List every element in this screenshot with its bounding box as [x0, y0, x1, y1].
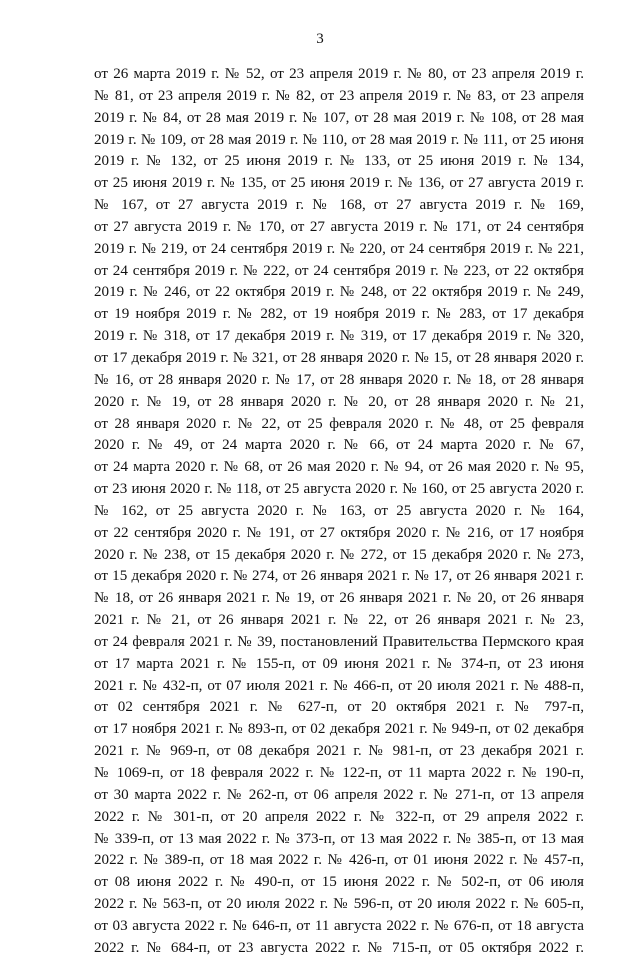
- text-line: от 26 марта 2019 г. № 52, от 23 апреля 2019 г. № 80, от 23 апреля 2019 г.: [94, 66, 584, 82]
- text-line: № 18, от 26 января 2021 г. № 19, от 26 января 2021 г. № 20, от 26 января: [94, 590, 584, 607]
- text-line: от 24 сентября 2019 г. № 222, от 24 сентября 2019 г. № 223, от 22 октября: [94, 262, 584, 279]
- text-line: 2019 г. № 246, от 22 октября 2019 г. № 248, от 22 октября 2019 г. № 249,: [94, 284, 584, 301]
- text-line: № 16, от 28 января 2020 г. № 17, от 28 января 2020 г. № 18, от 28 января: [94, 371, 584, 388]
- page-number: 3: [316, 31, 324, 47]
- text-line: 2020 г. № 49, от 24 марта 2020 г. № 66, от 24 марта 2020 г. № 67,: [94, 437, 584, 454]
- text-line: № 1069-п, от 18 февраля 2022 г. № 122-п, от 11 марта 2022 г. № 190-п,: [94, 765, 584, 781]
- text-line: от 08 июня 2022 г. № 490-п, от 15 июня 2022 г. № 502-п, от 06 июля: [94, 874, 584, 891]
- text-line: № 167, от 27 августа 2019 г. № 168, от 27 августа 2019 г. № 169,: [94, 197, 584, 214]
- text-line: от 22 сентября 2020 г. № 191, от 27 октября 2020 г. № 216, от 17 ноября: [94, 524, 584, 541]
- text-line: от 24 марта 2020 г. № 68, от 26 мая 2020 г. № 94, от 26 мая 2020 г. № 95,: [94, 459, 584, 476]
- text-line: 2022 г. № 563-п, от 20 июля 2022 г. № 596-п, от 20 июля 2022 г. № 605-п,: [94, 896, 584, 913]
- text-line: от 17 ноября 2021 г. № 893-п, от 02 декабря 2021 г. № 949-п, от 02 декабря: [94, 721, 584, 738]
- text-line: 2022 г. № 301-п, от 20 апреля 2022 г. № 322-п, от 29 апреля 2022 г.: [94, 808, 584, 825]
- text-line: № 339-п, от 13 мая 2022 г. № 373-п, от 13 мая 2022 г. № 385-п, от 13 мая: [94, 830, 584, 847]
- text-line: 2022 г. № 684-п, от 23 августа 2022 г. № 715-п, от 05 октября 2022 г.: [94, 939, 584, 956]
- text-line: от 23 июня 2020 г. № 118, от 25 августа 2020 г. № 160, от 25 августа 2020 г.: [94, 481, 584, 498]
- text-line: от 17 марта 2021 г. № 155-п, от 09 июня 2021 г. № 374-п, от 23 июня: [94, 655, 584, 672]
- text-line: 2022 г. № 389-п, от 18 мая 2022 г. № 426-п, от 01 июня 2022 г. № 457-п,: [94, 852, 584, 869]
- text-line: от 02 сентября 2021 г. № 627-п, от 20 октября 2021 г. № 797-п,: [94, 699, 584, 716]
- text-line: 2021 г. № 21, от 26 января 2021 г. № 22, от 26 января 2021 г. № 23,: [94, 612, 584, 629]
- text-line: 2019 г. № 318, от 17 декабря 2019 г. № 319, от 17 декабря 2019 г. № 320,: [94, 328, 584, 345]
- text-line: от 15 декабря 2020 г. № 274, от 26 января 2021 г. № 17, от 26 января 2021 г.: [94, 568, 584, 585]
- text-line: от 28 января 2020 г. № 22, от 25 февраля 2020 г. № 48, от 25 февраля: [94, 415, 584, 432]
- text-line: от 17 декабря 2019 г. № 321, от 28 января 2020 г. № 15, от 28 января 2020 г.: [94, 349, 584, 366]
- document-body-text: [94, 64, 584, 960]
- text-line: № 81, от 23 апреля 2019 г. № 82, от 23 апреля 2019 г. № 83, от 23 апреля: [94, 87, 584, 104]
- text-line: от 25 июня 2019 г. № 135, от 25 июня 2019 г. № 136, от 27 августа 2019 г.: [94, 175, 584, 192]
- text-line: 2020 г. № 19, от 28 января 2020 г. № 20, от 28 января 2020 г. № 21,: [94, 393, 584, 410]
- text-line: 2019 г. № 84, от 28 мая 2019 г. № 107, от 28 мая 2019 г. № 108, от 28 мая: [94, 109, 584, 126]
- text-line: от 30 марта 2022 г. № 262-п, от 06 апреля 2022 г. № 271-п, от 13 апреля: [94, 786, 584, 803]
- text-line: 2020 г. № 238, от 15 декабря 2020 г. № 272, от 15 декабря 2020 г. № 273,: [94, 546, 584, 563]
- text-line: от 24 февраля 2021 г. № 39, постановлений Правительства Пермского края: [94, 633, 584, 650]
- text-line: 2019 г. № 109, от 28 мая 2019 г. № 110, от 28 мая 2019 г. № 111, от 25 июня: [94, 131, 584, 148]
- text-line: от 19 ноября 2019 г. № 282, от 19 ноября 2019 г. № 283, от 17 декабря: [94, 306, 584, 323]
- text-line: 2021 г. № 969-п, от 08 декабря 2021 г. № 981-п, от 23 декабря 2021 г.: [94, 743, 584, 760]
- text-line: от 27 августа 2019 г. № 170, от 27 августа 2019 г. № 171, от 24 сентября: [94, 218, 584, 235]
- text-line: 2021 г. № 432-п, от 07 июля 2021 г. № 466-п, от 20 июля 2021 г. № 488-п,: [94, 677, 584, 694]
- text-line: 2019 г. № 132, от 25 июня 2019 г. № 133, от 25 июня 2019 г. № 134,: [94, 153, 584, 170]
- text-line: от 03 августа 2022 г. № 646-п, от 11 августа 2022 г. № 676-п, от 18 августа: [94, 917, 584, 934]
- text-line: № 162, от 25 августа 2020 г. № 163, от 25 августа 2020 г. № 164,: [94, 502, 584, 519]
- text-line: 2019 г. № 219, от 24 сентября 2019 г. № 220, от 24 сентября 2019 г. № 221,: [94, 240, 584, 257]
